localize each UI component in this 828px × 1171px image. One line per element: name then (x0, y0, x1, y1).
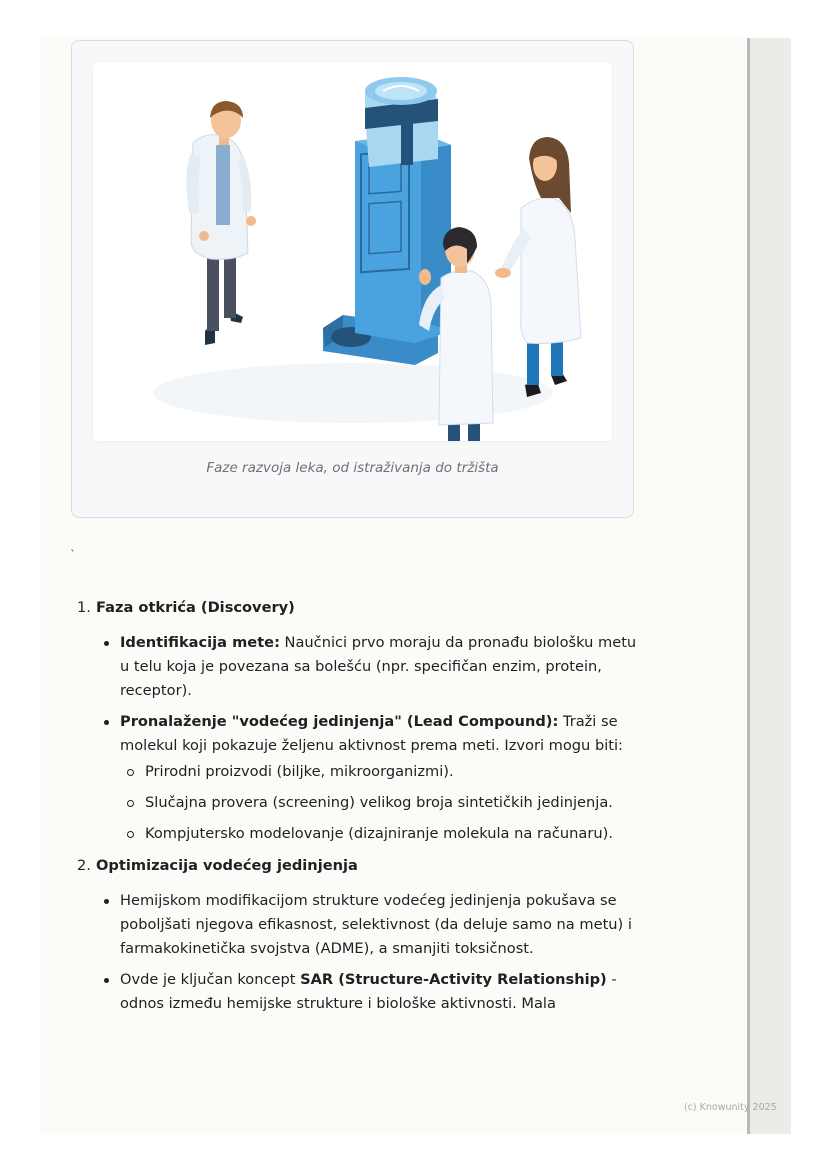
bullet-text: Traži se molekul koji pokazuje željenu aktivnost prema meti. Izvori mogu biti: (120, 713, 623, 754)
bullet-text: - odnos između hemijske strukture i biološke aktivnosti. Mala (120, 971, 617, 1012)
copyright-watermark: (c) Knowunity 2025 (684, 1102, 777, 1113)
bullet-bold-term: SAR (Structure-Activity Relationship) (300, 971, 607, 988)
sub-list-item: Slučajna provera (screening) velikog broja sintetičkih jedinjenja. (126, 791, 637, 815)
figure-caption: Faze razvoja leka, od istraživanja do tržišta (206, 460, 499, 476)
bullet-bold-lead: Pronalaženje "vodećeg jedinjenja" (Lead Compound): (120, 713, 559, 730)
section-title: Optimizacija vodećeg jedinjenja (96, 857, 358, 874)
sub-list-item: Prirodni proizvodi (biljke, mikroorganizmi). (126, 760, 637, 784)
inhaler-with-scientists-illustration (93, 63, 612, 441)
sub-list-item: Kompjutersko modelovanje (dizajniranje molekula na računaru). (126, 822, 637, 846)
list-item (102, 710, 637, 846)
bullet-text-prefix: Ovde je ključan koncept (120, 971, 301, 988)
sub-bullet-list (126, 760, 637, 846)
list-item: Hemijskom modifikacijom strukture vodećeg jedinjenja pokušava se poboljšati njegova efikasnost, selektivnost (da deluje samo na metu) i farmakokinetička svojstva (ADME), a smanjiti toksičnost. (102, 889, 637, 961)
document-page (40, 38, 748, 1134)
section-title: Faza otkrića (Discovery) (96, 599, 295, 616)
side-panel (750, 38, 791, 1134)
scientist-left (186, 101, 256, 345)
bullet-text: Naučnici prvo moraju da pronađu biološku metu u telu koja je povezana sa bolešću (npr. specifičan enzim, protein, receptor). (120, 634, 637, 699)
list-item (102, 968, 637, 1016)
list-item (102, 631, 637, 703)
section-heading-discovery (77, 596, 637, 620)
section-number: 2. (77, 857, 91, 874)
figure-card (71, 40, 634, 518)
stray-backtick: ` (70, 548, 76, 562)
figure-illustration (93, 63, 612, 441)
article-content (77, 596, 637, 1023)
section-number: 1. (77, 599, 91, 616)
bullet-list (102, 631, 637, 846)
inhaler-device (323, 77, 451, 365)
scientist-right (495, 137, 581, 397)
bullet-bold-lead: Identifikacija mete: (120, 634, 280, 651)
bullet-list (102, 889, 637, 1016)
section-heading-optimization (77, 854, 637, 878)
